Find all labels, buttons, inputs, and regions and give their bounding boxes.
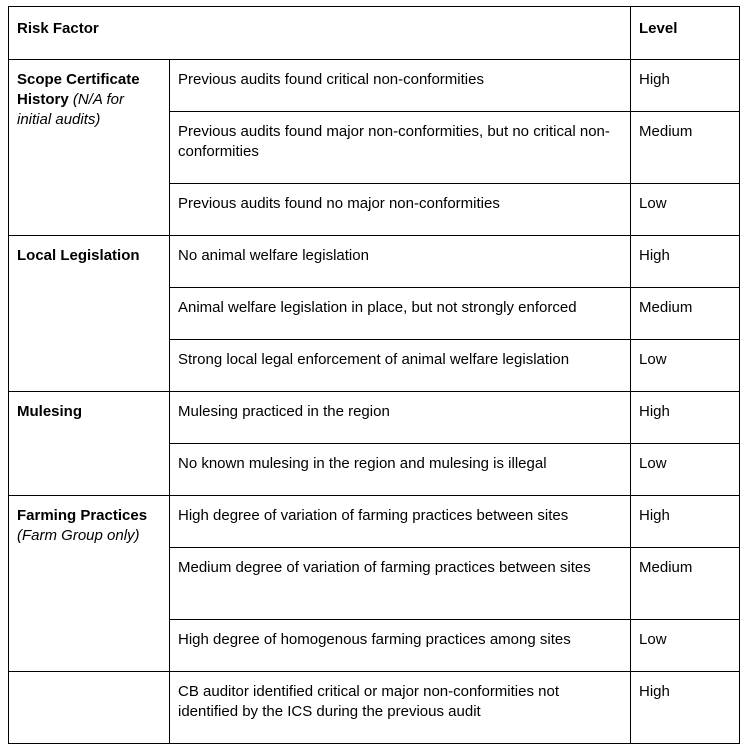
risk-level: High	[631, 496, 740, 548]
risk-factor-name: Mulesing	[17, 403, 83, 420]
risk-description: High degree of homogenous farming practices among sites	[170, 620, 631, 672]
risk-factor-note: (N/A for initial audits)	[17, 91, 124, 128]
risk-level: High	[631, 60, 740, 112]
risk-factor-name: Farming Practices	[17, 507, 148, 524]
table-row	[9, 672, 740, 744]
risk-factor-table	[8, 6, 740, 744]
risk-description: Previous audits found critical non-conformities	[170, 60, 631, 112]
table-row	[9, 392, 740, 444]
header-row	[9, 7, 740, 60]
risk-description: Medium degree of variation of farming practices between sites	[170, 548, 631, 620]
risk-level: High	[631, 392, 740, 444]
risk-description: Animal welfare legislation in place, but not strongly enforced	[170, 288, 631, 340]
risk-description: Previous audits found no major non-conformities	[170, 184, 631, 236]
risk-factor-cell	[9, 236, 170, 392]
risk-level: Low	[631, 620, 740, 672]
risk-level: Medium	[631, 288, 740, 340]
table-row	[9, 496, 740, 548]
risk-description: Strong local legal enforcement of animal welfare legislation	[170, 340, 631, 392]
risk-description: No animal welfare legislation	[170, 236, 631, 288]
risk-description: Mulesing practiced in the region	[170, 392, 631, 444]
risk-factor-name: Scope Certificate History	[17, 71, 140, 108]
risk-level: High	[631, 236, 740, 288]
header-level: Level	[631, 7, 740, 60]
risk-level: Low	[631, 444, 740, 496]
risk-description: High degree of variation of farming practices between sites	[170, 496, 631, 548]
header-risk-factor: Risk Factor	[9, 7, 631, 60]
risk-factor-cell	[9, 392, 170, 496]
risk-level: Low	[631, 340, 740, 392]
risk-description: CB auditor identified critical or major non-conformities not identified by the ICS during the previous audit	[170, 672, 631, 744]
risk-description: No known mulesing in the region and mulesing is illegal	[170, 444, 631, 496]
risk-description: Previous audits found major non-conformities, but no critical non-conformities	[170, 112, 631, 184]
risk-level: Medium	[631, 112, 740, 184]
table-row	[9, 236, 740, 288]
risk-factor-cell	[9, 496, 170, 672]
risk-level: Low	[631, 184, 740, 236]
risk-factor-cell	[9, 60, 170, 236]
table-row	[9, 60, 740, 112]
risk-factor-name: Local Legislation	[17, 247, 140, 264]
risk-factor-note: (Farm Group only)	[17, 527, 140, 544]
risk-factor-cell	[9, 672, 170, 744]
risk-level: Medium	[631, 548, 740, 620]
risk-level: High	[631, 672, 740, 744]
